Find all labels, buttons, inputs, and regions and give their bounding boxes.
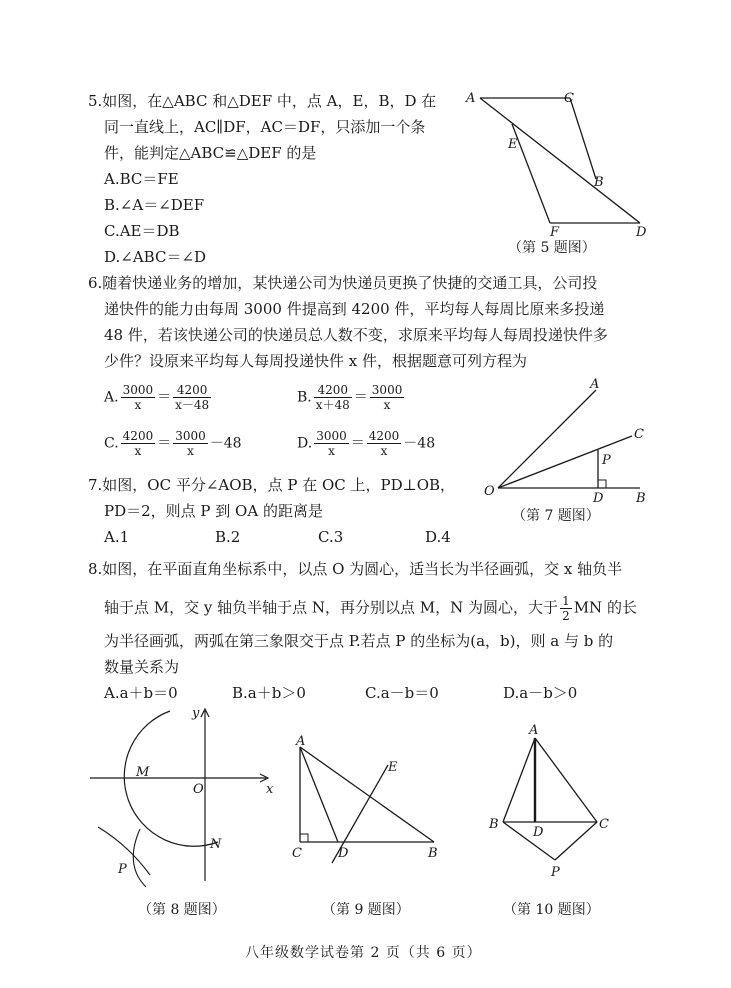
frac-denominator: x	[328, 444, 335, 458]
q8-line-2	[104, 594, 637, 623]
q9-label-a: A	[296, 734, 306, 749]
q10-figure-caption: （第 10 题图）	[503, 902, 600, 918]
frac-denominator: x	[134, 398, 142, 412]
q7-option-b: B.2	[215, 528, 241, 546]
q7-option-c: C.3	[318, 528, 344, 546]
frac-denominator: 2	[562, 609, 570, 623]
q8-label-y: y	[192, 706, 200, 721]
q8-label-m: M	[136, 765, 150, 780]
q10-figure	[485, 722, 625, 882]
q9-figure-caption: （第 9 题图）	[322, 902, 410, 918]
equals-sign: ＝	[350, 435, 365, 452]
option-tail: －48	[209, 435, 242, 452]
q5-figure-caption: （第 5 题图）	[508, 240, 596, 256]
q7-option-a: A.1	[104, 528, 130, 546]
q8-line-2-tail: MN 的长	[573, 598, 637, 617]
q7-figure-caption: （第 7 题图）	[512, 508, 600, 524]
q6-option-b	[297, 383, 406, 412]
frac-denominator: x	[380, 444, 388, 458]
q8-option-d: D.a－b＞0	[503, 684, 578, 702]
q8-line-1: 8.如图，在平面直角坐标系中，以点 O 为圆心，适当长为半径画弧，交 x 轴负半	[88, 560, 623, 578]
option-tail: －48	[403, 435, 436, 452]
q6-option-c-label: C.	[104, 435, 119, 452]
q6-line-4: 少件？设原来平均每人每周投递快件 x 件，根据题意可列方程为	[104, 352, 527, 370]
q8-line-4: 数量关系为	[104, 658, 180, 676]
q5-option-a: A.BC＝FE	[104, 170, 179, 188]
q8-line-3: 为半径画弧，两弧在第三象限交于点 P.若点 P 的坐标为(a，b)，则 a 与 b 的	[104, 632, 614, 650]
q5-label-f: F	[550, 225, 560, 240]
q8-label-o: O	[193, 782, 204, 797]
frac-denominator: x	[134, 444, 142, 458]
frac-denominator: x＋48	[315, 398, 350, 412]
q7-label-a: A	[590, 377, 600, 392]
q7-label-c: C	[634, 427, 644, 442]
q6-option-b-label: B.	[297, 389, 312, 406]
q10-label-c: C	[599, 817, 609, 832]
frac-numerator: 4200	[122, 429, 154, 443]
q8-figure	[88, 705, 288, 885]
page-footer: 八年级数学试卷第 2 页（共 6 页）	[245, 945, 482, 961]
q6-line-2: 递快件的能力由每周 3000 件提高到 4200 件，平均每人每周比原来多投递	[104, 300, 605, 318]
q7-figure	[480, 378, 660, 508]
q8-option-c: C.a－b＝0	[365, 684, 439, 702]
q10-label-p: P	[551, 865, 560, 880]
q8-label-n: N	[210, 837, 222, 852]
q7-label-d: D	[593, 491, 604, 506]
q5-option-c: C.AE＝DB	[104, 222, 180, 240]
q5-label-d: D	[636, 225, 647, 240]
frac-numerator: 3000	[316, 429, 347, 443]
frac-denominator: x－48	[175, 398, 210, 412]
q7-label-o: O	[484, 484, 495, 499]
frac-numerator: 1	[562, 594, 570, 608]
q9-label-b: B	[428, 846, 438, 861]
equals-sign: ＝	[157, 435, 172, 452]
q10-label-a: A	[529, 723, 539, 738]
q6-line-1: 6.随着快递业务的增加，某快递公司为快递员更换了快捷的交通工具，公司投	[88, 274, 598, 292]
q5-label-a: A	[466, 91, 476, 106]
q10-label-d: D	[533, 825, 544, 840]
q5-option-d: D.∠ABC＝∠D	[104, 248, 207, 266]
q10-label-b: B	[489, 817, 499, 832]
equals-sign: ＝	[353, 389, 368, 406]
frac-numerator: 3000	[371, 383, 403, 397]
frac-numerator: 4200	[173, 383, 211, 398]
q5-figure	[460, 88, 660, 238]
q6-option-a-label: A.	[104, 389, 119, 406]
frac-denominator: x	[383, 398, 391, 412]
q6-option-d	[297, 429, 435, 458]
q7-option-d: D.4	[425, 528, 451, 546]
frac-numerator: 3000	[175, 429, 206, 443]
q5-line-1: 5.如图，在△ABC 和△DEF 中，点 A，E，B，D 在	[88, 92, 437, 110]
frac-numerator: 4200	[314, 383, 352, 398]
q7-line-2: PD＝2，则点 P 到 OA 的距离是	[104, 502, 323, 520]
q6-option-a	[104, 383, 213, 412]
q5-label-e: E	[508, 137, 518, 152]
frac-numerator: 3000	[122, 383, 154, 397]
equals-sign: ＝	[157, 389, 172, 406]
q6-option-d-label: D.	[297, 435, 313, 452]
q7-label-b: B	[636, 491, 646, 506]
q8-option-a: A.a＋b＝0	[104, 684, 178, 702]
q7-line-1: 7.如图，OC 平分∠AOB，点 P 在 OC 上，PD⊥OB，	[88, 476, 456, 494]
q6-line-3: 48 件，若该快递公司的快递员总人数不变，求原来平均每人每周投递快件多	[104, 326, 608, 344]
q5-line-2: 同一直线上，AC∥DF，AC＝DF，只添加一个条	[104, 118, 426, 136]
q8-option-b: B.a＋b＞0	[232, 684, 306, 702]
q5-option-b: B.∠A＝∠DEF	[104, 196, 205, 214]
q5-label-c: C	[564, 91, 574, 106]
q8-figure-caption: （第 8 题图）	[138, 902, 226, 918]
q9-figure	[288, 735, 448, 865]
q9-label-d: D	[338, 846, 349, 861]
q9-label-e: E	[388, 760, 398, 775]
frac-denominator: x	[187, 444, 194, 458]
frac-numerator: 4200	[368, 429, 400, 443]
q5-label-b: B	[594, 175, 604, 190]
q8-line-2-text: 轴于点 M，交 y 轴负半轴于点 N，再分别以点 M，N 为圆心，大于	[104, 598, 559, 617]
q6-option-c	[104, 429, 242, 458]
q8-label-p: P	[118, 862, 127, 877]
q7-label-p: P	[602, 453, 611, 468]
q5-line-3: 件，能判定△ABC≌△DEF 的是	[104, 144, 317, 162]
q8-label-x: x	[266, 782, 274, 797]
q9-label-c: C	[292, 846, 302, 861]
